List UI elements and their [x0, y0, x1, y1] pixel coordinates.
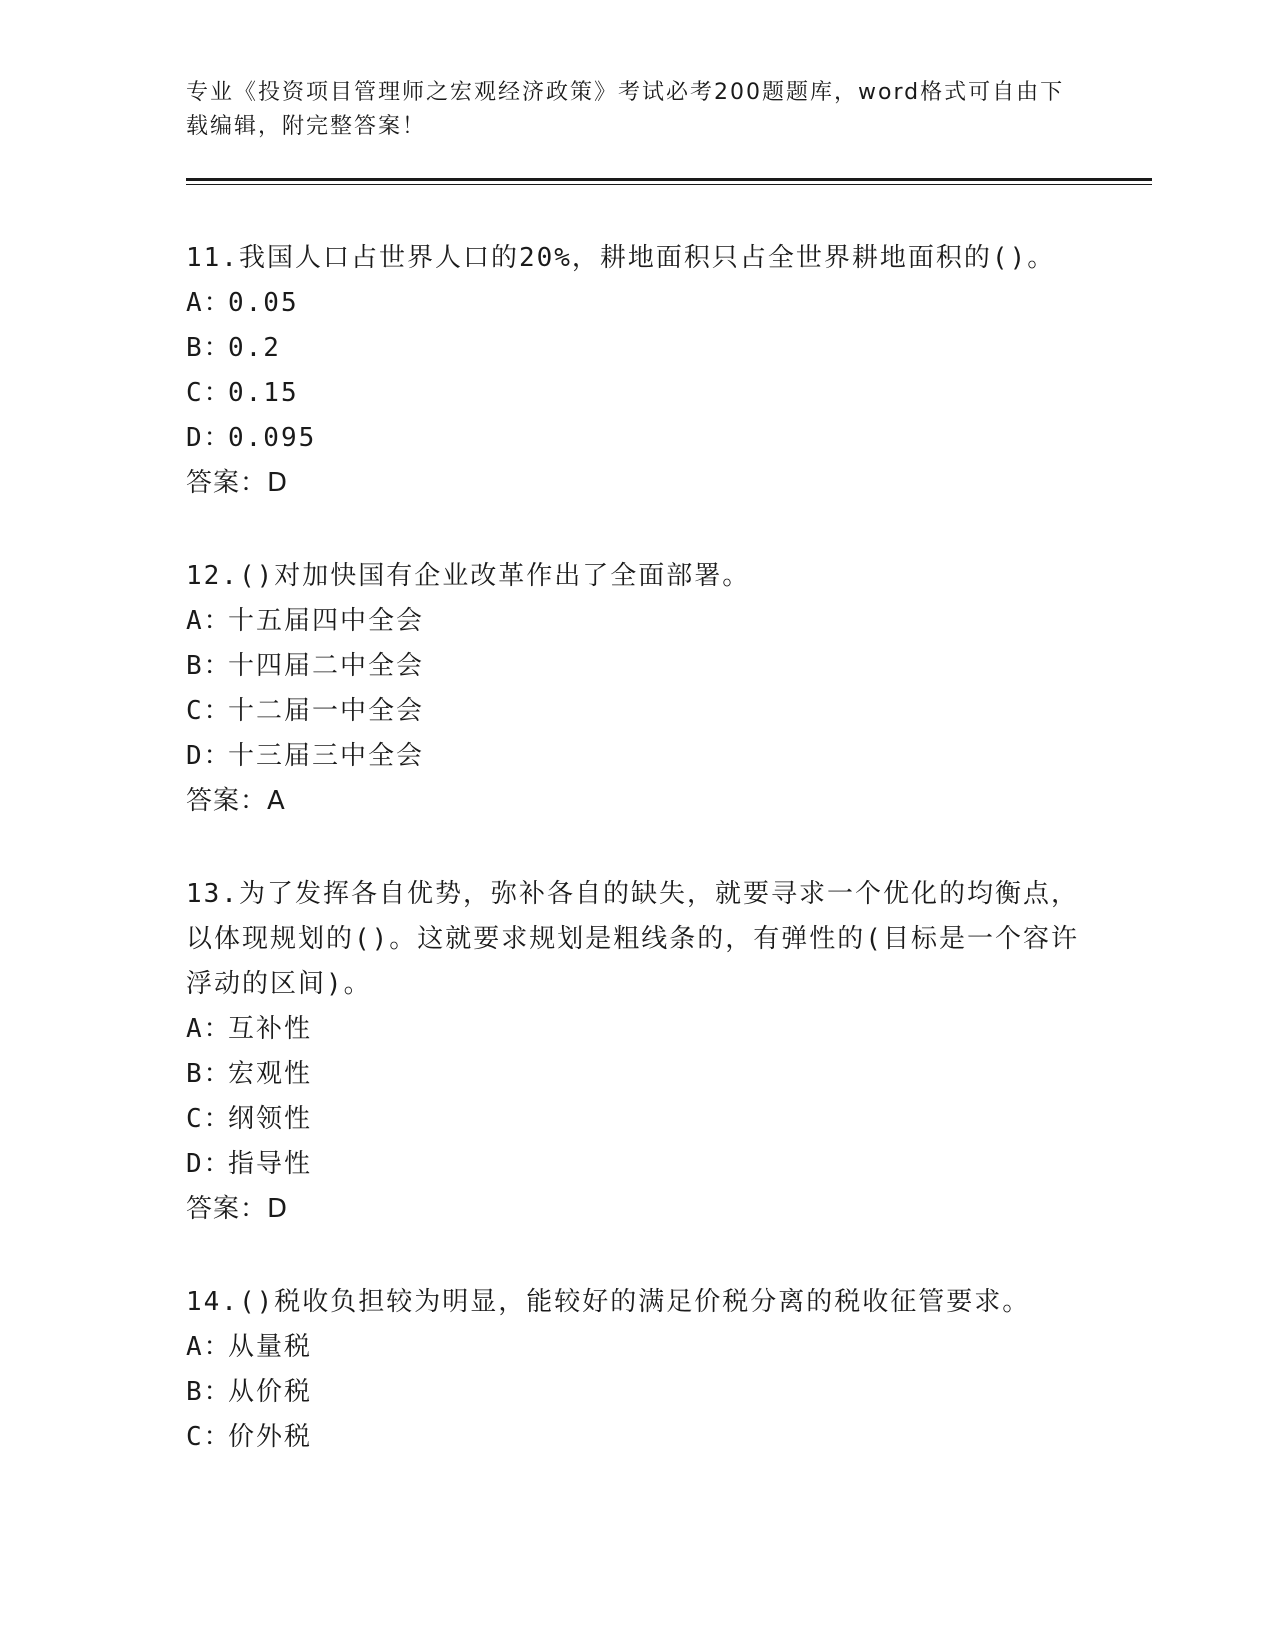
option-key: C：	[186, 378, 232, 408]
option-key: C：	[186, 1422, 232, 1452]
question-12	[186, 554, 1086, 824]
option-text: 指导性	[228, 1149, 313, 1179]
option-text: 从量税	[228, 1332, 313, 1362]
option-key: A：	[186, 606, 232, 636]
option-b	[186, 1370, 1086, 1415]
option-a	[186, 599, 1086, 644]
option-text: 0.15	[228, 378, 299, 408]
option-a	[186, 1325, 1086, 1370]
option-text: 0.2	[228, 333, 281, 363]
answer-line: 答案：D	[186, 1194, 289, 1224]
header-divider-thin	[186, 184, 1152, 185]
question-11	[186, 236, 1086, 506]
option-key: A：	[186, 288, 232, 318]
option-text: 纲领性	[228, 1104, 313, 1134]
option-text: 宏观性	[228, 1059, 313, 1089]
question-stem: 11.我国人口占世界人口的20%，耕地面积只占全世界耕地面积的()。	[186, 243, 1056, 273]
question-stem: 13.为了发挥各自优势，弥补各自的缺失，就要寻求一个优化的均衡点，以体现规划的()。这就要求规划是粗线条的，有弹性的(目标是一个容许浮动的区间)。	[186, 879, 1079, 999]
option-c	[186, 371, 1086, 416]
option-c	[186, 1415, 1086, 1460]
option-d	[186, 734, 1086, 779]
option-d	[186, 1142, 1086, 1187]
option-key: C：	[186, 1104, 232, 1134]
option-c	[186, 689, 1086, 734]
option-text: 十五届四中全会	[228, 606, 425, 636]
option-key: B：	[186, 1377, 232, 1407]
option-key: D：	[186, 1149, 232, 1179]
option-text: 价外税	[228, 1422, 313, 1452]
option-b	[186, 1052, 1086, 1097]
option-c	[186, 1097, 1086, 1142]
option-key: B：	[186, 651, 232, 681]
option-key: A：	[186, 1332, 232, 1362]
option-text: 0.095	[228, 423, 317, 453]
option-text: 互补性	[228, 1014, 313, 1044]
option-text: 十二届一中全会	[228, 696, 425, 726]
option-text: 十三届三中全会	[228, 741, 425, 771]
option-text: 从价税	[228, 1377, 313, 1407]
option-b	[186, 326, 1086, 371]
question-stem: 12.()对加快国有企业改革作出了全面部署。	[186, 561, 751, 591]
option-key: B：	[186, 1059, 232, 1089]
question-list	[186, 236, 1086, 1508]
option-key: A：	[186, 1014, 232, 1044]
answer-line: 答案：D	[186, 468, 289, 498]
option-a	[186, 1007, 1086, 1052]
document-header: 专业《投资项目管理师之宏观经济政策》考试必考200题题库，word格式可自由下载编辑，附完整答案！	[186, 80, 1065, 139]
option-b	[186, 644, 1086, 689]
option-text: 十四届二中全会	[228, 651, 425, 681]
option-key: D：	[186, 741, 232, 771]
option-key: B：	[186, 333, 232, 363]
option-key: D：	[186, 423, 232, 453]
option-key: C：	[186, 696, 232, 726]
question-13	[186, 872, 1086, 1232]
question-14	[186, 1280, 1086, 1460]
option-a	[186, 281, 1086, 326]
option-text: 0.05	[228, 288, 299, 318]
option-d	[186, 416, 1086, 461]
header-divider-thick	[186, 178, 1152, 181]
question-stem: 14.()税收负担较为明显，能较好的满足价税分离的税收征管要求。	[186, 1287, 1031, 1317]
answer-line: 答案：A	[186, 786, 286, 816]
